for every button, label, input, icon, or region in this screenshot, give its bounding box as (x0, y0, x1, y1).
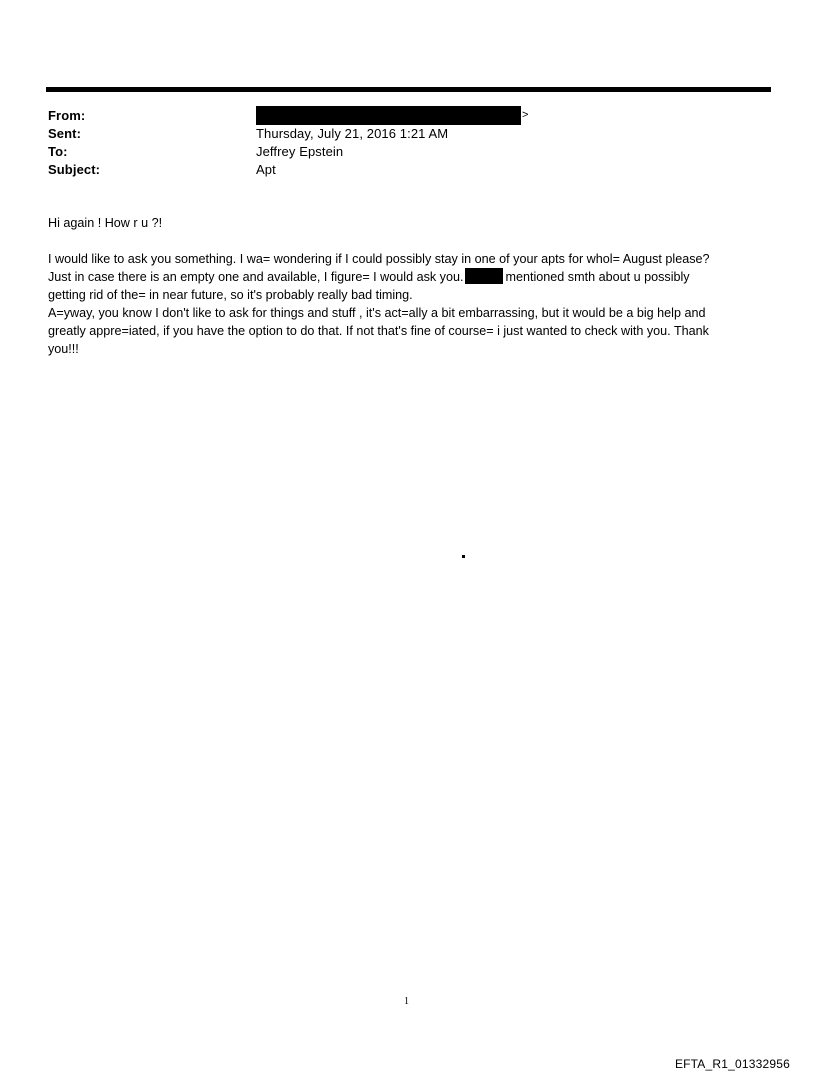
redaction-block (465, 268, 503, 284)
subject-row (48, 160, 768, 178)
greeting-text: Hi again ! How r u ?! (48, 216, 163, 230)
message-line: greatly appre=iated, if you have the option to do that. If not that's fine of course= i just wanted to check with you. Thank (48, 324, 709, 338)
from-row (48, 106, 768, 124)
message-line (48, 268, 773, 286)
email-header (48, 106, 768, 178)
to-label: To: (48, 143, 68, 159)
message-text: mentioned smth about u possibly (505, 270, 690, 284)
subject-value: Apt (256, 161, 276, 177)
sent-label: Sent: (48, 125, 81, 141)
message-paragraph (48, 250, 773, 358)
header-divider (46, 87, 771, 92)
from-tail: > (522, 109, 529, 121)
subject-label: Subject: (48, 161, 101, 177)
message-text: Just in case there is an empty one and available, I figure= I would ask you. (48, 270, 464, 284)
page-number: 1 (404, 996, 409, 1007)
sent-value: Thursday, July 21, 2016 1:21 AM (256, 125, 449, 141)
to-value: Jeffrey Epstein (256, 143, 344, 159)
redaction-block (256, 106, 521, 125)
message-line: I would like to ask you something. I wa= wondering if I could possibly stay in one of your apts for whol= August please? (48, 252, 710, 266)
sent-row (48, 124, 768, 142)
email-body (48, 214, 773, 376)
message-line: A=yway, you know I don't like to ask for things and stuff , it's act=ally a bit embarrassing, but it would be a big help and (48, 306, 706, 320)
message-line: you!!! (48, 342, 79, 356)
message-line: getting rid of the= in near future, so it's probably really bad timing. (48, 288, 413, 302)
from-value (256, 106, 529, 125)
document-id: EFTA_R1_01332956 (674, 1057, 790, 1071)
to-row (48, 142, 768, 160)
from-label: From: (48, 107, 86, 123)
scan-speck (462, 555, 465, 558)
